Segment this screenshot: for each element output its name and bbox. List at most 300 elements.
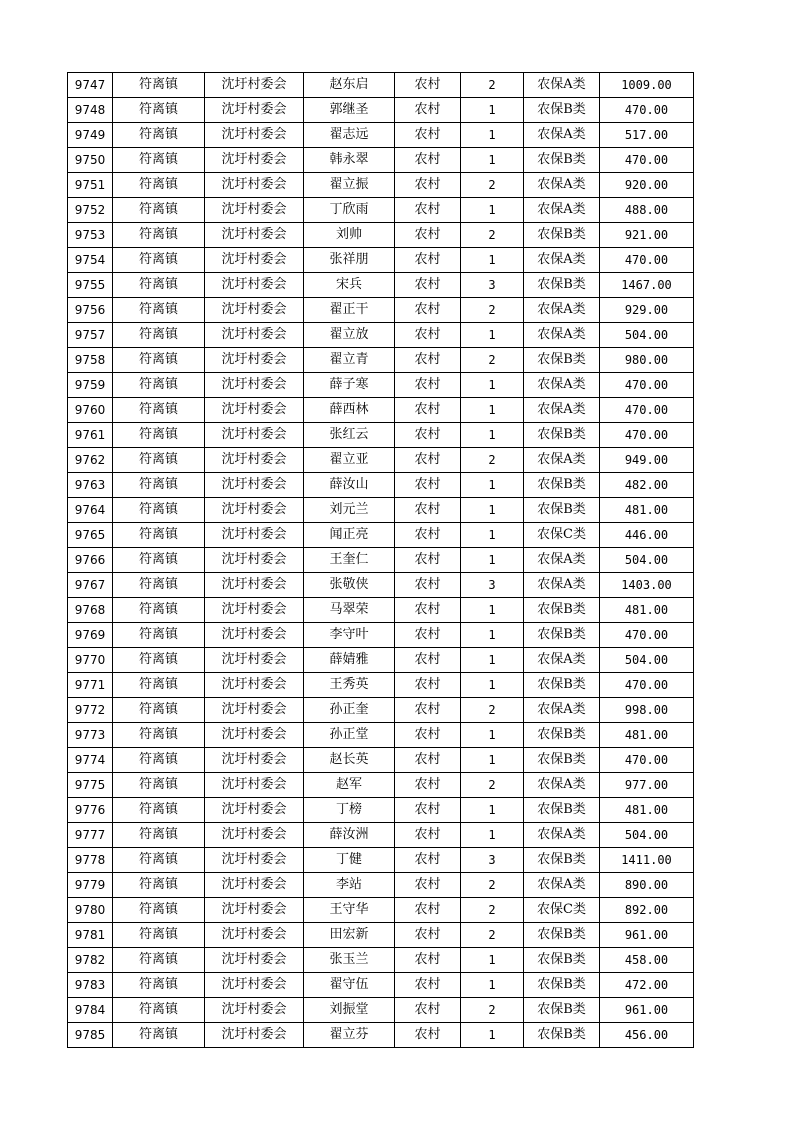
area-type-cell: 农村 xyxy=(395,273,461,298)
table-row xyxy=(68,323,694,348)
household-size-cell: 2 xyxy=(461,773,524,798)
name-cell: 孙正奎 xyxy=(304,698,395,723)
row-number-cell: 9759 xyxy=(68,373,113,398)
village-committee-cell: 沈圩村委会 xyxy=(205,848,304,873)
household-size-cell: 2 xyxy=(461,348,524,373)
row-number-cell: 9785 xyxy=(68,1023,113,1048)
row-number-cell: 9766 xyxy=(68,548,113,573)
area-type-cell: 农村 xyxy=(395,573,461,598)
insurance-category-cell: 农保B类 xyxy=(524,1023,600,1048)
amount-cell: 446.00 xyxy=(600,523,694,548)
amount-cell: 470.00 xyxy=(600,248,694,273)
row-number-cell: 9756 xyxy=(68,298,113,323)
insurance-category-cell: 农保B类 xyxy=(524,923,600,948)
insurance-category-cell: 农保A类 xyxy=(524,73,600,98)
insurance-category-cell: 农保C类 xyxy=(524,898,600,923)
town-cell: 符离镇 xyxy=(113,473,205,498)
name-cell: 田宏新 xyxy=(304,923,395,948)
table-row xyxy=(68,148,694,173)
insurance-category-cell: 农保B类 xyxy=(524,623,600,648)
village-committee-cell: 沈圩村委会 xyxy=(205,523,304,548)
village-committee-cell: 沈圩村委会 xyxy=(205,248,304,273)
village-committee-cell: 沈圩村委会 xyxy=(205,323,304,348)
amount-cell: 961.00 xyxy=(600,923,694,948)
table-row xyxy=(68,723,694,748)
town-cell: 符离镇 xyxy=(113,448,205,473)
amount-cell: 470.00 xyxy=(600,148,694,173)
town-cell: 符离镇 xyxy=(113,248,205,273)
village-committee-cell: 沈圩村委会 xyxy=(205,223,304,248)
insurance-category-cell: 农保A类 xyxy=(524,298,600,323)
town-cell: 符离镇 xyxy=(113,623,205,648)
insurance-category-cell: 农保A类 xyxy=(524,398,600,423)
row-number-cell: 9757 xyxy=(68,323,113,348)
table-row xyxy=(68,973,694,998)
town-cell: 符离镇 xyxy=(113,598,205,623)
amount-cell: 470.00 xyxy=(600,748,694,773)
name-cell: 薛婧雅 xyxy=(304,648,395,673)
town-cell: 符离镇 xyxy=(113,573,205,598)
name-cell: 宋兵 xyxy=(304,273,395,298)
table-row xyxy=(68,923,694,948)
insurance-category-cell: 农保B类 xyxy=(524,848,600,873)
area-type-cell: 农村 xyxy=(395,123,461,148)
name-cell: 翟立振 xyxy=(304,173,395,198)
area-type-cell: 农村 xyxy=(395,773,461,798)
name-cell: 薛西林 xyxy=(304,398,395,423)
town-cell: 符离镇 xyxy=(113,373,205,398)
area-type-cell: 农村 xyxy=(395,448,461,473)
household-size-cell: 1 xyxy=(461,648,524,673)
row-number-cell: 9783 xyxy=(68,973,113,998)
village-committee-cell: 沈圩村委会 xyxy=(205,348,304,373)
table-row xyxy=(68,548,694,573)
village-committee-cell: 沈圩村委会 xyxy=(205,873,304,898)
table-row xyxy=(68,773,694,798)
town-cell: 符离镇 xyxy=(113,398,205,423)
household-size-cell: 2 xyxy=(461,873,524,898)
insurance-category-cell: 农保A类 xyxy=(524,198,600,223)
row-number-cell: 9754 xyxy=(68,248,113,273)
household-size-cell: 1 xyxy=(461,973,524,998)
area-type-cell: 农村 xyxy=(395,698,461,723)
amount-cell: 921.00 xyxy=(600,223,694,248)
roster-table xyxy=(67,72,694,1048)
table-row xyxy=(68,648,694,673)
insurance-category-cell: 农保A类 xyxy=(524,823,600,848)
household-size-cell: 1 xyxy=(461,673,524,698)
town-cell: 符离镇 xyxy=(113,523,205,548)
household-size-cell: 1 xyxy=(461,723,524,748)
village-committee-cell: 沈圩村委会 xyxy=(205,98,304,123)
town-cell: 符离镇 xyxy=(113,223,205,248)
insurance-category-cell: 农保A类 xyxy=(524,173,600,198)
insurance-category-cell: 农保B类 xyxy=(524,273,600,298)
area-type-cell: 农村 xyxy=(395,1023,461,1048)
row-number-cell: 9765 xyxy=(68,523,113,548)
insurance-category-cell: 农保A类 xyxy=(524,648,600,673)
area-type-cell: 农村 xyxy=(395,523,461,548)
village-committee-cell: 沈圩村委会 xyxy=(205,123,304,148)
roster-body xyxy=(68,73,694,1048)
household-size-cell: 1 xyxy=(461,798,524,823)
name-cell: 赵长英 xyxy=(304,748,395,773)
area-type-cell: 农村 xyxy=(395,723,461,748)
insurance-category-cell: 农保B类 xyxy=(524,223,600,248)
name-cell: 薛子寒 xyxy=(304,373,395,398)
amount-cell: 481.00 xyxy=(600,798,694,823)
row-number-cell: 9747 xyxy=(68,73,113,98)
table-row xyxy=(68,873,694,898)
insurance-category-cell: 农保A类 xyxy=(524,548,600,573)
village-committee-cell: 沈圩村委会 xyxy=(205,148,304,173)
row-number-cell: 9761 xyxy=(68,423,113,448)
name-cell: 李站 xyxy=(304,873,395,898)
table-row xyxy=(68,798,694,823)
name-cell: 薛汝洲 xyxy=(304,823,395,848)
amount-cell: 517.00 xyxy=(600,123,694,148)
row-number-cell: 9750 xyxy=(68,148,113,173)
household-size-cell: 2 xyxy=(461,698,524,723)
village-committee-cell: 沈圩村委会 xyxy=(205,698,304,723)
amount-cell: 961.00 xyxy=(600,998,694,1023)
insurance-category-cell: 农保B类 xyxy=(524,723,600,748)
insurance-category-cell: 农保A类 xyxy=(524,873,600,898)
insurance-category-cell: 农保A类 xyxy=(524,248,600,273)
row-number-cell: 9777 xyxy=(68,823,113,848)
amount-cell: 1403.00 xyxy=(600,573,694,598)
area-type-cell: 农村 xyxy=(395,98,461,123)
table-row xyxy=(68,848,694,873)
insurance-category-cell: 农保B类 xyxy=(524,998,600,1023)
household-size-cell: 1 xyxy=(461,623,524,648)
household-size-cell: 1 xyxy=(461,1023,524,1048)
row-number-cell: 9770 xyxy=(68,648,113,673)
name-cell: 赵东启 xyxy=(304,73,395,98)
town-cell: 符离镇 xyxy=(113,648,205,673)
name-cell: 翟立芬 xyxy=(304,1023,395,1048)
area-type-cell: 农村 xyxy=(395,223,461,248)
table-row xyxy=(68,748,694,773)
town-cell: 符离镇 xyxy=(113,873,205,898)
area-type-cell: 农村 xyxy=(395,173,461,198)
household-size-cell: 1 xyxy=(461,198,524,223)
household-size-cell: 1 xyxy=(461,748,524,773)
town-cell: 符离镇 xyxy=(113,823,205,848)
town-cell: 符离镇 xyxy=(113,273,205,298)
area-type-cell: 农村 xyxy=(395,648,461,673)
table-row xyxy=(68,998,694,1023)
village-committee-cell: 沈圩村委会 xyxy=(205,823,304,848)
insurance-category-cell: 农保B类 xyxy=(524,948,600,973)
table-row xyxy=(68,273,694,298)
name-cell: 张祥朋 xyxy=(304,248,395,273)
town-cell: 符离镇 xyxy=(113,698,205,723)
insurance-category-cell: 农保B类 xyxy=(524,348,600,373)
area-type-cell: 农村 xyxy=(395,973,461,998)
table-row xyxy=(68,673,694,698)
name-cell: 丁健 xyxy=(304,848,395,873)
household-size-cell: 3 xyxy=(461,848,524,873)
amount-cell: 458.00 xyxy=(600,948,694,973)
area-type-cell: 农村 xyxy=(395,623,461,648)
area-type-cell: 农村 xyxy=(395,373,461,398)
village-committee-cell: 沈圩村委会 xyxy=(205,548,304,573)
amount-cell: 470.00 xyxy=(600,398,694,423)
table-row xyxy=(68,948,694,973)
insurance-category-cell: 农保A类 xyxy=(524,373,600,398)
town-cell: 符离镇 xyxy=(113,298,205,323)
town-cell: 符离镇 xyxy=(113,798,205,823)
town-cell: 符离镇 xyxy=(113,948,205,973)
village-committee-cell: 沈圩村委会 xyxy=(205,298,304,323)
village-committee-cell: 沈圩村委会 xyxy=(205,73,304,98)
household-size-cell: 2 xyxy=(461,73,524,98)
name-cell: 韩永翠 xyxy=(304,148,395,173)
amount-cell: 470.00 xyxy=(600,373,694,398)
insurance-category-cell: 农保B类 xyxy=(524,673,600,698)
name-cell: 刘元兰 xyxy=(304,498,395,523)
name-cell: 薛汝山 xyxy=(304,473,395,498)
insurance-category-cell: 农保B类 xyxy=(524,598,600,623)
insurance-category-cell: 农保B类 xyxy=(524,798,600,823)
household-size-cell: 2 xyxy=(461,923,524,948)
town-cell: 符离镇 xyxy=(113,848,205,873)
row-number-cell: 9779 xyxy=(68,873,113,898)
area-type-cell: 农村 xyxy=(395,198,461,223)
village-committee-cell: 沈圩村委会 xyxy=(205,473,304,498)
town-cell: 符离镇 xyxy=(113,548,205,573)
village-committee-cell: 沈圩村委会 xyxy=(205,598,304,623)
table-row xyxy=(68,73,694,98)
household-size-cell: 1 xyxy=(461,498,524,523)
area-type-cell: 农村 xyxy=(395,298,461,323)
household-size-cell: 1 xyxy=(461,398,524,423)
village-committee-cell: 沈圩村委会 xyxy=(205,898,304,923)
row-number-cell: 9774 xyxy=(68,748,113,773)
table-row xyxy=(68,898,694,923)
insurance-category-cell: 农保B类 xyxy=(524,498,600,523)
area-type-cell: 农村 xyxy=(395,923,461,948)
area-type-cell: 农村 xyxy=(395,323,461,348)
name-cell: 张玉兰 xyxy=(304,948,395,973)
town-cell: 符离镇 xyxy=(113,423,205,448)
row-number-cell: 9748 xyxy=(68,98,113,123)
household-size-cell: 2 xyxy=(461,223,524,248)
amount-cell: 892.00 xyxy=(600,898,694,923)
village-committee-cell: 沈圩村委会 xyxy=(205,1023,304,1048)
household-size-cell: 1 xyxy=(461,323,524,348)
area-type-cell: 农村 xyxy=(395,598,461,623)
area-type-cell: 农村 xyxy=(395,423,461,448)
amount-cell: 504.00 xyxy=(600,548,694,573)
name-cell: 刘帅 xyxy=(304,223,395,248)
insurance-category-cell: 农保B类 xyxy=(524,423,600,448)
town-cell: 符离镇 xyxy=(113,73,205,98)
row-number-cell: 9763 xyxy=(68,473,113,498)
row-number-cell: 9782 xyxy=(68,948,113,973)
name-cell: 马翠荣 xyxy=(304,598,395,623)
household-size-cell: 2 xyxy=(461,998,524,1023)
household-size-cell: 2 xyxy=(461,173,524,198)
amount-cell: 470.00 xyxy=(600,423,694,448)
row-number-cell: 9780 xyxy=(68,898,113,923)
village-committee-cell: 沈圩村委会 xyxy=(205,573,304,598)
area-type-cell: 农村 xyxy=(395,748,461,773)
village-committee-cell: 沈圩村委会 xyxy=(205,623,304,648)
amount-cell: 1411.00 xyxy=(600,848,694,873)
row-number-cell: 9775 xyxy=(68,773,113,798)
household-size-cell: 1 xyxy=(461,948,524,973)
amount-cell: 890.00 xyxy=(600,873,694,898)
table-row xyxy=(68,623,694,648)
name-cell: 丁榜 xyxy=(304,798,395,823)
town-cell: 符离镇 xyxy=(113,198,205,223)
area-type-cell: 农村 xyxy=(395,998,461,1023)
village-committee-cell: 沈圩村委会 xyxy=(205,798,304,823)
amount-cell: 470.00 xyxy=(600,98,694,123)
amount-cell: 481.00 xyxy=(600,598,694,623)
area-type-cell: 农村 xyxy=(395,873,461,898)
amount-cell: 920.00 xyxy=(600,173,694,198)
table-row xyxy=(68,598,694,623)
insurance-category-cell: 农保C类 xyxy=(524,523,600,548)
village-committee-cell: 沈圩村委会 xyxy=(205,498,304,523)
household-size-cell: 1 xyxy=(461,598,524,623)
table-row xyxy=(68,248,694,273)
table-row xyxy=(68,373,694,398)
name-cell: 赵军 xyxy=(304,773,395,798)
amount-cell: 949.00 xyxy=(600,448,694,473)
insurance-category-cell: 农保A类 xyxy=(524,123,600,148)
village-committee-cell: 沈圩村委会 xyxy=(205,173,304,198)
village-committee-cell: 沈圩村委会 xyxy=(205,998,304,1023)
insurance-category-cell: 农保B类 xyxy=(524,748,600,773)
town-cell: 符离镇 xyxy=(113,723,205,748)
row-number-cell: 9764 xyxy=(68,498,113,523)
area-type-cell: 农村 xyxy=(395,73,461,98)
table-row xyxy=(68,398,694,423)
insurance-category-cell: 农保A类 xyxy=(524,698,600,723)
row-number-cell: 9762 xyxy=(68,448,113,473)
row-number-cell: 9752 xyxy=(68,198,113,223)
table-row xyxy=(68,223,694,248)
household-size-cell: 1 xyxy=(461,473,524,498)
town-cell: 符离镇 xyxy=(113,123,205,148)
row-number-cell: 9776 xyxy=(68,798,113,823)
village-committee-cell: 沈圩村委会 xyxy=(205,948,304,973)
village-committee-cell: 沈圩村委会 xyxy=(205,748,304,773)
row-number-cell: 9784 xyxy=(68,998,113,1023)
name-cell: 刘振堂 xyxy=(304,998,395,1023)
table-row xyxy=(68,98,694,123)
household-size-cell: 2 xyxy=(461,298,524,323)
village-committee-cell: 沈圩村委会 xyxy=(205,773,304,798)
area-type-cell: 农村 xyxy=(395,898,461,923)
town-cell: 符离镇 xyxy=(113,898,205,923)
table-row xyxy=(68,698,694,723)
table-row xyxy=(68,423,694,448)
village-committee-cell: 沈圩村委会 xyxy=(205,673,304,698)
household-size-cell: 1 xyxy=(461,98,524,123)
table-row xyxy=(68,123,694,148)
area-type-cell: 农村 xyxy=(395,673,461,698)
insurance-category-cell: 农保B类 xyxy=(524,473,600,498)
name-cell: 王守华 xyxy=(304,898,395,923)
town-cell: 符离镇 xyxy=(113,498,205,523)
row-number-cell: 9753 xyxy=(68,223,113,248)
table-row xyxy=(68,473,694,498)
insurance-category-cell: 农保A类 xyxy=(524,773,600,798)
amount-cell: 998.00 xyxy=(600,698,694,723)
name-cell: 丁欣雨 xyxy=(304,198,395,223)
area-type-cell: 农村 xyxy=(395,498,461,523)
town-cell: 符离镇 xyxy=(113,923,205,948)
name-cell: 张红云 xyxy=(304,423,395,448)
household-size-cell: 2 xyxy=(461,448,524,473)
row-number-cell: 9781 xyxy=(68,923,113,948)
table-row xyxy=(68,173,694,198)
household-size-cell: 1 xyxy=(461,373,524,398)
table-row xyxy=(68,448,694,473)
area-type-cell: 农村 xyxy=(395,548,461,573)
amount-cell: 1467.00 xyxy=(600,273,694,298)
amount-cell: 504.00 xyxy=(600,823,694,848)
insurance-category-cell: 农保A类 xyxy=(524,573,600,598)
amount-cell: 482.00 xyxy=(600,473,694,498)
amount-cell: 977.00 xyxy=(600,773,694,798)
amount-cell: 504.00 xyxy=(600,323,694,348)
amount-cell: 980.00 xyxy=(600,348,694,373)
amount-cell: 470.00 xyxy=(600,673,694,698)
amount-cell: 456.00 xyxy=(600,1023,694,1048)
household-size-cell: 1 xyxy=(461,548,524,573)
village-committee-cell: 沈圩村委会 xyxy=(205,723,304,748)
village-committee-cell: 沈圩村委会 xyxy=(205,398,304,423)
household-size-cell: 1 xyxy=(461,423,524,448)
row-number-cell: 9760 xyxy=(68,398,113,423)
table-row xyxy=(68,348,694,373)
village-committee-cell: 沈圩村委会 xyxy=(205,198,304,223)
row-number-cell: 9768 xyxy=(68,598,113,623)
household-size-cell: 1 xyxy=(461,248,524,273)
row-number-cell: 9755 xyxy=(68,273,113,298)
amount-cell: 472.00 xyxy=(600,973,694,998)
town-cell: 符离镇 xyxy=(113,173,205,198)
household-size-cell: 1 xyxy=(461,523,524,548)
row-number-cell: 9749 xyxy=(68,123,113,148)
name-cell: 王秀英 xyxy=(304,673,395,698)
row-number-cell: 9773 xyxy=(68,723,113,748)
table-row xyxy=(68,198,694,223)
amount-cell: 929.00 xyxy=(600,298,694,323)
insurance-category-cell: 农保A类 xyxy=(524,323,600,348)
row-number-cell: 9771 xyxy=(68,673,113,698)
area-type-cell: 农村 xyxy=(395,148,461,173)
insurance-category-cell: 农保B类 xyxy=(524,148,600,173)
name-cell: 李守叶 xyxy=(304,623,395,648)
table-row xyxy=(68,573,694,598)
table-row xyxy=(68,298,694,323)
amount-cell: 1009.00 xyxy=(600,73,694,98)
name-cell: 郭继圣 xyxy=(304,98,395,123)
name-cell: 王奎仁 xyxy=(304,548,395,573)
amount-cell: 481.00 xyxy=(600,723,694,748)
name-cell: 翟立放 xyxy=(304,323,395,348)
name-cell: 翟守伍 xyxy=(304,973,395,998)
insurance-category-cell: 农保B类 xyxy=(524,973,600,998)
name-cell: 翟立亚 xyxy=(304,448,395,473)
